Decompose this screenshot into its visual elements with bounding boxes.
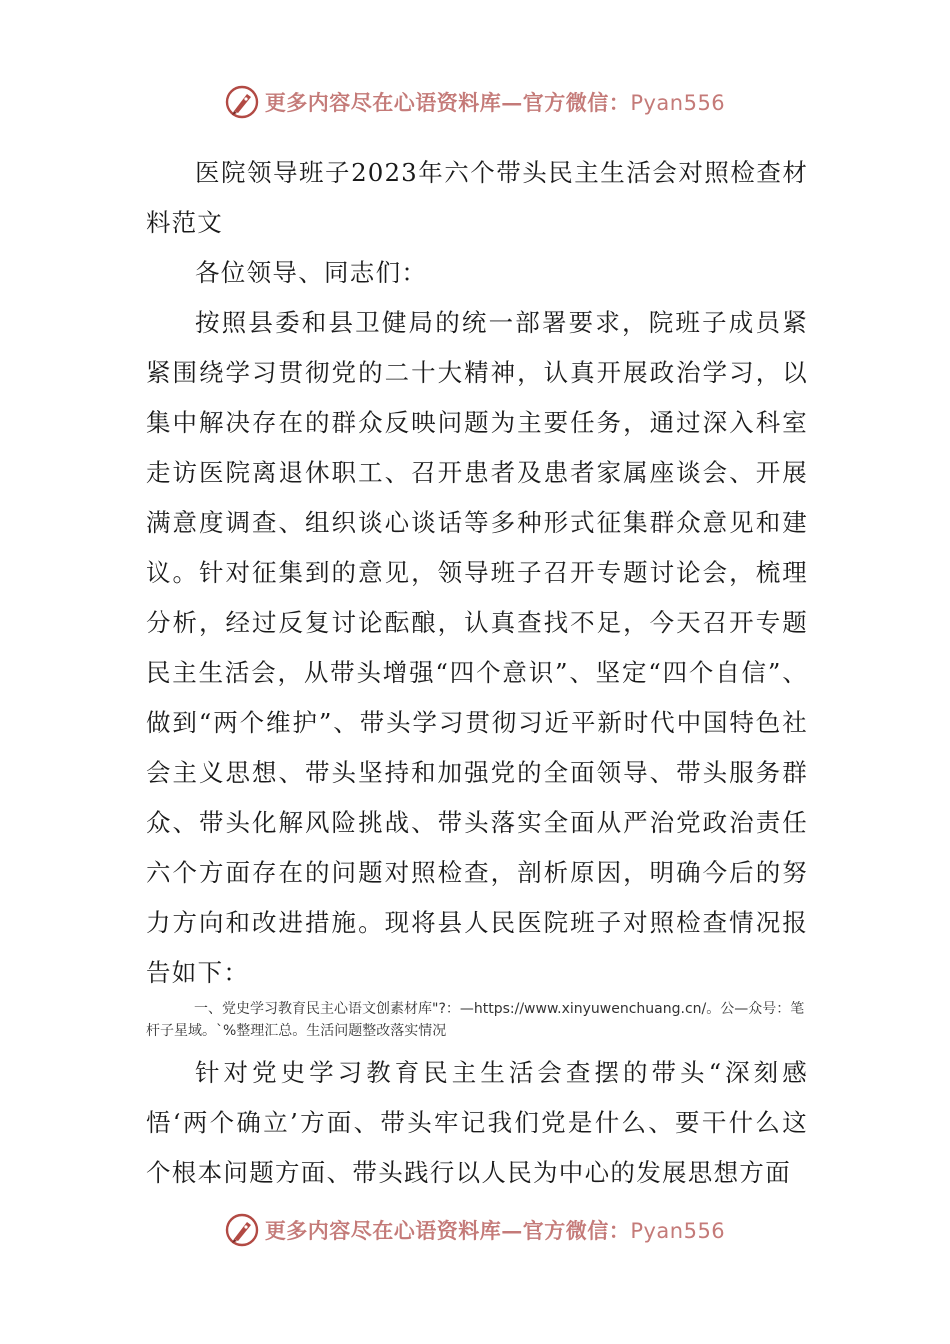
- pen-nib-logo-icon: [225, 1213, 259, 1247]
- intro-paragraph: 按照县委和县卫健局的统一部署要求，院班子成员紧紧围绕学习贯彻党的二十大精神，认真开展政治学习，以集中解决存在的群众反映问题为主要任务，通过深入科室走访医院离退休职工、召开患者及患者家属座谈会、开展满意度调查、组织谈心谈话等多种形式征集群众意见和建议。针对征集到的意见，领导班子召开专题讨论会，梳理分析，经过反复讨论酝酿，认真查找不足，今天召开专题民主生活会，从带头增强“四个意识”、坚定“四个自信”、做到“两个维护”、带头学习贯彻习近平新时代中国特色社会主义思想、带头坚持和加强党的全面领导、带头服务群众、带头化解风险挑战、带头落实全面从严治党政治责任六个方面存在的问题对照检查，剖析原因，明确今后的努力方向和改进措施。现将县人民医院班子对照检查情况报告如下：: [146, 308, 808, 987]
- pen-nib-logo-icon: [225, 85, 259, 119]
- header-banner: [0, 82, 950, 122]
- document-title: 医院领导班子2023年六个带头民主生活会对照检查材料范文: [146, 158, 808, 237]
- wechat-id: Pyan556: [630, 91, 726, 115]
- greeting: 各位领导、同志们：: [195, 258, 428, 287]
- banner-text: 更多内容尽在心语资料库—官方微信：Pyan556: [264, 90, 726, 115]
- banner-text: 更多内容尽在心语资料库—官方微信：Pyan556: [264, 1218, 726, 1243]
- document-body: [146, 148, 808, 1198]
- section-heading-note: 一、党史学习教育民主心语文创素材库"?：—https://www.xinyuwenchuang.cn/。公—众号：笔杆子星域。`%整理汇总。生活问题整改落实情况: [146, 1001, 805, 1039]
- body-paragraph: 针对党史学习教育民主生活会查摆的带头“深刻感悟‘两个确立’方面、带头牢记我们党是什么、要干什么这个根本问题方面、带头践行以人民为中心的发展思想方面: [146, 1058, 808, 1187]
- footer-banner: [0, 1210, 950, 1250]
- wechat-id: Pyan556: [630, 1219, 726, 1243]
